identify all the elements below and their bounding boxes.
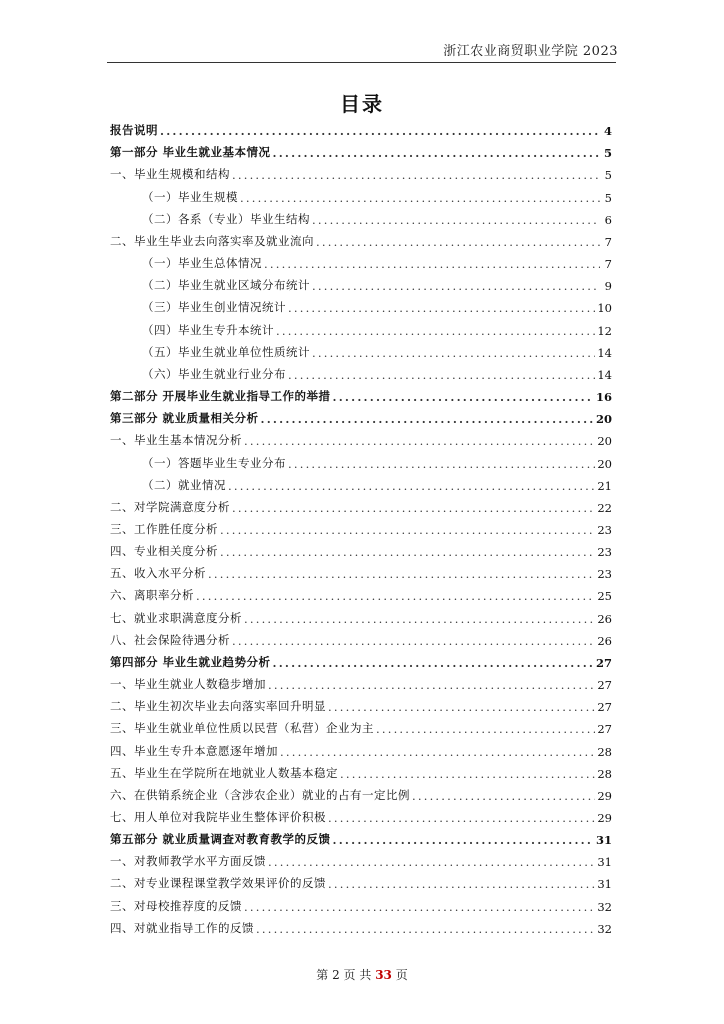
toc-entry-page: 27 bbox=[597, 722, 612, 737]
toc-entry-label: 六、在供销系统企业（含涉农企业）就业的占有一定比例 bbox=[110, 787, 410, 802]
toc-entry-label: 七、用人单位对我院毕业生整体评价积极 bbox=[110, 810, 326, 824]
toc-entry[interactable] bbox=[110, 714, 612, 736]
toc-entry-page: 5 bbox=[604, 190, 612, 205]
toc-entry-page: 32 bbox=[597, 921, 612, 936]
toc-entry-page: 25 bbox=[597, 589, 612, 604]
toc-entry-label: （一）答题毕业生专业分布 bbox=[142, 455, 286, 470]
toc-leader-dots bbox=[160, 124, 600, 138]
toc-leader-dots bbox=[312, 279, 600, 293]
toc-entry[interactable] bbox=[110, 382, 612, 404]
toc-entry[interactable] bbox=[110, 891, 612, 913]
toc-leader-dots bbox=[228, 479, 595, 493]
page-header bbox=[0, 38, 724, 62]
toc-entry-page: 27 bbox=[597, 700, 612, 715]
toc-entry[interactable] bbox=[110, 493, 612, 515]
toc-entry-label: （三）毕业生创业情况统计 bbox=[142, 300, 286, 315]
toc-leader-dots bbox=[232, 168, 600, 182]
toc-entry-label: 二、毕业生初次毕业去向落实率回升明显 bbox=[110, 699, 326, 714]
toc-leader-dots bbox=[240, 191, 600, 205]
toc-entry-label: 五、收入水平分析 bbox=[110, 566, 206, 581]
toc-entry-page: 27 bbox=[595, 655, 612, 670]
header-text: 浙江农业商贸职业学院 2023 bbox=[443, 44, 618, 59]
toc-entry[interactable] bbox=[110, 227, 612, 249]
toc-title: 目录 bbox=[340, 92, 384, 116]
toc-entry-label: 四、毕业生专升本意愿逐年增加 bbox=[110, 743, 278, 758]
toc-entry-page: 26 bbox=[597, 611, 612, 626]
toc-leader-dots bbox=[288, 301, 595, 315]
toc-entry[interactable] bbox=[110, 426, 612, 448]
toc-entry[interactable] bbox=[110, 315, 612, 337]
toc-entry-page: 23 bbox=[597, 567, 612, 582]
toc-entry-page: 14 bbox=[597, 345, 612, 360]
toc-leader-dots bbox=[412, 789, 595, 803]
toc-entry[interactable] bbox=[110, 914, 612, 936]
toc-entry-label: 第一部分 毕业生就业基本情况 bbox=[110, 145, 271, 160]
toc-entry-page: 7 bbox=[604, 257, 612, 272]
toc-entry-label: 二、毕业生毕业去向落实率及就业流向 bbox=[110, 233, 314, 248]
toc-leader-dots bbox=[312, 213, 600, 227]
toc-leader-dots bbox=[316, 235, 600, 249]
toc-entry-page: 29 bbox=[597, 788, 612, 803]
toc-entry-label: 一、对教师教学水平方面反馈 bbox=[110, 854, 266, 869]
footer-mid: 页 共 bbox=[343, 968, 372, 982]
toc-entry-page: 28 bbox=[597, 744, 612, 759]
toc-entry[interactable] bbox=[110, 869, 612, 891]
toc-entry-label: 第五部分 就业质量调查对教育教学的反馈 bbox=[110, 832, 331, 847]
toc-entry-page: 20 bbox=[595, 412, 612, 427]
toc-entry-page: 6 bbox=[604, 212, 612, 227]
toc-entry-label: 二、对学院满意度分析 bbox=[110, 499, 230, 514]
toc-leader-dots bbox=[268, 678, 595, 692]
toc-entry[interactable] bbox=[110, 471, 612, 493]
toc-entry[interactable] bbox=[110, 670, 612, 692]
toc-entry[interactable] bbox=[110, 404, 612, 426]
toc-entry-page: 28 bbox=[597, 766, 612, 781]
toc-leader-dots bbox=[333, 390, 594, 404]
toc-entry-label: 二、对专业课程课堂教学效果评价的反馈 bbox=[110, 876, 326, 891]
toc-entry[interactable] bbox=[110, 759, 612, 781]
toc-leader-dots bbox=[328, 700, 595, 714]
footer-total-pages: 33 bbox=[375, 968, 392, 982]
toc-entry-page: 14 bbox=[597, 367, 612, 382]
toc-entry-label: 三、毕业生就业单位性质以民营（私营）企业为主 bbox=[110, 721, 374, 736]
toc-leader-dots bbox=[208, 567, 595, 581]
toc-entry[interactable] bbox=[110, 626, 612, 648]
toc-entry-page: 4 bbox=[603, 124, 612, 139]
toc-leader-dots bbox=[280, 745, 595, 759]
toc-entry-page: 27 bbox=[597, 678, 612, 693]
toc-entry-page: 31 bbox=[597, 855, 612, 870]
toc-entry-page: 22 bbox=[597, 500, 612, 515]
toc-entry-page: 32 bbox=[597, 899, 612, 914]
toc-entry-label: （五）毕业生就业单位性质统计 bbox=[142, 344, 310, 359]
toc-entry[interactable] bbox=[110, 692, 612, 714]
toc-leader-dots bbox=[273, 146, 600, 160]
toc-leader-dots bbox=[312, 346, 595, 360]
toc-entry-page: 20 bbox=[597, 456, 612, 471]
toc-entry-label: （二）各系（专业）毕业生结构 bbox=[142, 211, 310, 226]
toc-entry-label: 七、就业求职满意度分析 bbox=[110, 610, 242, 625]
toc-entry-label: 八、社会保险待遇分析 bbox=[110, 632, 230, 647]
toc-leader-dots bbox=[376, 722, 595, 736]
toc-entry-page: 26 bbox=[597, 633, 612, 648]
toc-entry-label: （四）毕业生专升本统计 bbox=[142, 322, 274, 337]
toc-entry[interactable] bbox=[110, 781, 612, 803]
toc-entry-label: 第二部分 开展毕业生就业指导工作的举措 bbox=[110, 389, 331, 404]
page-footer bbox=[0, 966, 724, 983]
toc-entry[interactable] bbox=[110, 293, 612, 315]
toc-entry-page: 20 bbox=[597, 434, 612, 449]
toc-entry[interactable] bbox=[110, 803, 612, 825]
toc-entry-page: 31 bbox=[597, 877, 612, 892]
toc-entry-page: 5 bbox=[604, 168, 612, 183]
toc-leader-dots bbox=[328, 811, 595, 825]
toc-entry[interactable] bbox=[110, 825, 612, 847]
toc-entry-page: 12 bbox=[597, 323, 612, 338]
toc-entry[interactable] bbox=[110, 515, 612, 537]
toc-leader-dots bbox=[288, 457, 595, 471]
toc-entry-page: 16 bbox=[595, 390, 612, 405]
toc-entry-page: 9 bbox=[604, 279, 612, 294]
header-divider bbox=[107, 62, 616, 63]
toc-entry-page: 23 bbox=[597, 545, 612, 560]
toc-entry[interactable] bbox=[110, 271, 612, 293]
toc-leader-dots bbox=[268, 855, 595, 869]
toc-entry-page: 5 bbox=[603, 146, 612, 161]
toc-entry-label: 三、对母校推荐度的反馈 bbox=[110, 898, 242, 913]
toc-entry-label: 四、对就业指导工作的反馈 bbox=[110, 920, 254, 935]
toc-entry-label: （二）就业情况 bbox=[142, 477, 226, 492]
toc-entry-page: 23 bbox=[597, 522, 612, 537]
toc-entry[interactable] bbox=[110, 603, 612, 625]
toc-entry[interactable] bbox=[110, 559, 612, 581]
toc-entry-page: 10 bbox=[597, 301, 612, 316]
toc-leader-dots bbox=[264, 257, 600, 271]
toc-leader-dots bbox=[244, 900, 595, 914]
toc-leader-dots bbox=[232, 501, 595, 515]
toc-leader-dots bbox=[220, 523, 595, 537]
toc-leader-dots bbox=[333, 833, 594, 847]
toc-entry[interactable] bbox=[110, 847, 612, 869]
toc-entry-label: 六、离职率分析 bbox=[110, 588, 194, 603]
toc-entry-label: 四、专业相关度分析 bbox=[110, 544, 218, 559]
table-of-contents bbox=[110, 116, 612, 936]
toc-entry-label: 报告说明 bbox=[110, 123, 158, 138]
toc-leader-dots bbox=[244, 612, 595, 626]
toc-entry-label: 一、毕业生就业人数稳步增加 bbox=[110, 677, 266, 692]
toc-leader-dots bbox=[288, 368, 595, 382]
toc-entry-label: 五、毕业生在学院所在地就业人数基本稳定 bbox=[110, 765, 338, 780]
toc-entry[interactable] bbox=[110, 648, 612, 670]
toc-leader-dots bbox=[340, 767, 595, 781]
toc-entry[interactable] bbox=[110, 581, 612, 603]
footer-prefix: 第 bbox=[316, 968, 329, 982]
footer-suffix: 页 bbox=[395, 968, 408, 982]
toc-entry-label: 第三部分 就业质量相关分析 bbox=[110, 411, 259, 426]
toc-entry-label: （六）毕业生就业行业分布 bbox=[142, 366, 286, 381]
toc-entry[interactable] bbox=[110, 736, 612, 758]
toc-entry-label: （一）毕业生规模 bbox=[142, 189, 238, 204]
footer-current-page: 2 bbox=[332, 968, 340, 982]
toc-entry-label: 一、毕业生基本情况分析 bbox=[110, 433, 242, 448]
toc-entry[interactable] bbox=[110, 249, 612, 271]
toc-entry-page: 7 bbox=[604, 234, 612, 249]
toc-entry-page: 29 bbox=[597, 811, 612, 825]
toc-leader-dots bbox=[276, 324, 595, 338]
toc-leader-dots bbox=[261, 412, 594, 426]
toc-leader-dots bbox=[256, 922, 595, 936]
toc-leader-dots bbox=[244, 434, 595, 448]
toc-entry[interactable] bbox=[110, 537, 612, 559]
toc-entry-label: 第四部分 毕业生就业趋势分析 bbox=[110, 654, 271, 669]
toc-entry-label: （一）毕业生总体情况 bbox=[142, 256, 262, 271]
toc-leader-dots bbox=[232, 634, 595, 648]
toc-entry[interactable] bbox=[110, 448, 612, 470]
toc-entry[interactable] bbox=[110, 338, 612, 360]
toc-entry[interactable] bbox=[110, 205, 612, 227]
toc-entry[interactable] bbox=[110, 182, 612, 204]
toc-entry-page: 31 bbox=[595, 833, 612, 848]
toc-entry-label: （二）毕业生就业区域分布统计 bbox=[142, 278, 310, 293]
toc-entry[interactable] bbox=[110, 360, 612, 382]
toc-entry-page: 21 bbox=[597, 478, 612, 493]
toc-leader-dots bbox=[273, 656, 594, 670]
toc-entry[interactable] bbox=[110, 116, 612, 138]
toc-entry-label: 三、工作胜任度分析 bbox=[110, 521, 218, 536]
toc-entry-label: 一、毕业生规模和结构 bbox=[110, 167, 230, 182]
toc-entry[interactable] bbox=[110, 160, 612, 182]
toc-leader-dots bbox=[328, 877, 595, 891]
toc-entry[interactable] bbox=[110, 138, 612, 160]
toc-leader-dots bbox=[220, 545, 595, 559]
toc-leader-dots bbox=[196, 589, 595, 603]
